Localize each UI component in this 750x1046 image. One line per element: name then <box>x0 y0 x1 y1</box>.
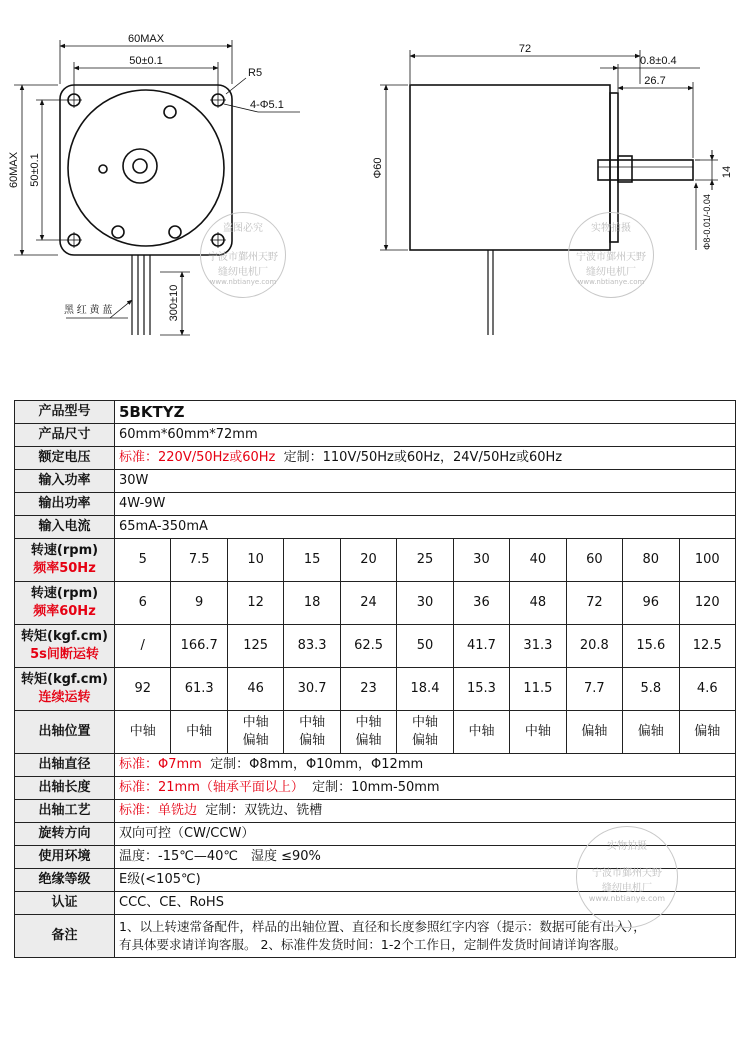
table-cell: 50 <box>397 625 453 668</box>
table-cell: 83.3 <box>284 625 340 668</box>
table-cell: 100 <box>679 539 735 582</box>
env-value: 温度：-15℃—40℃ 湿度 ≤90% <box>115 846 736 869</box>
row-shaft-diameter <box>15 754 736 777</box>
dim-flat: 14 <box>721 165 733 179</box>
row-shaft-process <box>15 800 736 823</box>
dim-shaft-dia: Φ8-0.01/-0.04 <box>702 194 712 250</box>
technical-drawing <box>0 0 750 385</box>
table-cell: 62.5 <box>340 625 396 668</box>
table-cell: 20.8 <box>566 625 622 668</box>
row-model <box>15 401 736 424</box>
speed60-label: 转速(rpm) 频率60Hz <box>15 582 115 625</box>
table-cell: 偏轴 <box>679 711 735 754</box>
table-cell: 中轴 偏轴 <box>284 711 340 754</box>
table-cell: 120 <box>679 582 735 625</box>
table-cell: 中轴 偏轴 <box>340 711 396 754</box>
table-cell: 96 <box>623 582 679 625</box>
table-cell: 30 <box>397 582 453 625</box>
screw-head-left <box>112 226 124 238</box>
row-environment <box>15 846 736 869</box>
shaft-proc-label: 出轴工艺 <box>15 800 115 823</box>
table-cell: 5.8 <box>623 668 679 711</box>
speed50-label: 转速(rpm) 频率50Hz <box>15 539 115 582</box>
table-cell: 20 <box>340 539 396 582</box>
side-view <box>410 85 693 335</box>
size-value: 60mm*60mm*72mm <box>115 424 736 447</box>
table-cell: 中轴 <box>171 711 227 754</box>
small-pin <box>99 165 107 173</box>
table-cell: 5 <box>115 539 171 582</box>
rotation-value: 双向可控（CW/CCW） <box>115 823 736 846</box>
output-power-label: 输出功率 <box>15 493 115 516</box>
shaft-pos-label: 出轴位置 <box>15 711 115 754</box>
torque-int-label: 转矩(kgf.cm) 5s间断运转 <box>15 625 115 668</box>
shaft-end <box>133 159 147 173</box>
note-label: 备注 <box>15 915 115 958</box>
table-cell: 偏轴 <box>623 711 679 754</box>
insulation-label: 绝缘等级 <box>15 869 115 892</box>
row-torque-continuous <box>15 668 736 711</box>
torque-cont-label: 转矩(kgf.cm) 连续运转 <box>15 668 115 711</box>
table-cell: 4.6 <box>679 668 735 711</box>
table-cell: 24 <box>340 582 396 625</box>
voltage-label: 额定电压 <box>15 447 115 470</box>
table-cell: 7.5 <box>171 539 227 582</box>
cert-value: CCC、CE、RoHS <box>115 892 736 915</box>
dim-width-hole: 50±0.1 <box>129 55 163 67</box>
table-cell: 30.7 <box>284 668 340 711</box>
table-cell: 60 <box>566 539 622 582</box>
table-cell: 41.7 <box>453 625 509 668</box>
table-cell: 中轴 <box>510 711 566 754</box>
table-cell: 23 <box>340 668 396 711</box>
table-cell: 15.3 <box>453 668 509 711</box>
row-speed-60hz <box>15 582 736 625</box>
row-size <box>15 424 736 447</box>
screw-head-right <box>169 226 181 238</box>
table-cell: 18.4 <box>397 668 453 711</box>
shaft-dia-label: 出轴直径 <box>15 754 115 777</box>
env-label: 使用环境 <box>15 846 115 869</box>
table-cell: 18 <box>284 582 340 625</box>
dim-flange: 0.8±0.4 <box>640 55 677 67</box>
table-cell: 中轴 <box>115 711 171 754</box>
shaft-len-value: 标准：21mm（轴承平面以上） 定制：10mm-50mm <box>115 777 736 800</box>
input-power-value: 30W <box>115 470 736 493</box>
watermark-table: 实物拍摄 宁波市鄞州天野 缝纫电机厂 www.nbtianye.com <box>576 826 678 928</box>
dim-height-max: 60MAX <box>8 151 20 189</box>
table-cell: 9 <box>171 582 227 625</box>
row-torque-intermittent <box>15 625 736 668</box>
table-cell: 46 <box>227 668 283 711</box>
table-cell: 10 <box>227 539 283 582</box>
dim-body-length: 72 <box>518 43 532 55</box>
front-view <box>60 85 232 335</box>
front-dimension-labels <box>8 33 284 321</box>
table-cell: 15 <box>284 539 340 582</box>
table-cell: 7.7 <box>566 668 622 711</box>
model-value: 5BKTYZ <box>115 401 736 424</box>
table-cell: 40 <box>510 539 566 582</box>
rotation-label: 旋转方向 <box>15 823 115 846</box>
table-cell: 11.5 <box>510 668 566 711</box>
table-cell: 125 <box>227 625 283 668</box>
input-current-label: 输入电流 <box>15 516 115 539</box>
table-cell: 12 <box>227 582 283 625</box>
size-label: 产品尺寸 <box>15 424 115 447</box>
output-power-value: 4W-9W <box>115 493 736 516</box>
input-power-label: 输入功率 <box>15 470 115 493</box>
voltage-standard: 标准：220V/50Hz或60Hz <box>119 450 276 465</box>
table-cell: 25 <box>397 539 453 582</box>
table-cell: 30 <box>453 539 509 582</box>
dim-corner-radius: R5 <box>248 67 263 79</box>
dim-width-max: 60MAX <box>127 33 165 45</box>
spec-table <box>14 400 736 958</box>
table-cell: 80 <box>623 539 679 582</box>
dim-holes: 4-Φ5.1 <box>250 99 284 111</box>
screw-head-top <box>164 106 176 118</box>
insulation-value: E级(<105℃) <box>115 869 736 892</box>
dim-height-hole: 50±0.1 <box>29 153 41 187</box>
table-cell: 15.6 <box>623 625 679 668</box>
shaft-len-label: 出轴长度 <box>15 777 115 800</box>
voltage-custom: 定制：110V/50Hz或60Hz，24V/50Hz或60Hz <box>283 450 563 465</box>
watermark-drawing-right: 实物拍摄 宁波市鄞州天野 缝纫电机厂 www.nbtianye.com <box>568 212 654 298</box>
row-notes <box>15 915 736 958</box>
row-voltage <box>15 447 736 470</box>
note-value: 1、以上转速常备配件，样品的出轴位置、直径和长度参照红字内容（提示：数据可能有出入）， 有具体要求请详询客服。 2、标准件发货时间：1-2个工作日，定制件发货时间请详询客服。 <box>115 915 736 958</box>
table-cell: 偏轴 <box>566 711 622 754</box>
row-shaft-length <box>15 777 736 800</box>
row-shaft-position <box>15 711 736 754</box>
dim-diameter: Φ60 <box>372 157 384 179</box>
table-cell: 166.7 <box>171 625 227 668</box>
table-cell: 92 <box>115 668 171 711</box>
row-speed-50hz <box>15 539 736 582</box>
side-dimensions <box>380 50 718 250</box>
shaft-proc-value: 标准：单铣边 定制：双铣边、铣槽 <box>115 800 736 823</box>
table-cell: / <box>115 625 171 668</box>
motor-body-side <box>410 85 610 250</box>
table-cell: 中轴 <box>453 711 509 754</box>
shaft-boss <box>123 149 157 183</box>
row-insulation <box>15 869 736 892</box>
side-dimension-labels <box>372 43 733 250</box>
row-input-current <box>15 516 736 539</box>
table-cell: 6 <box>115 582 171 625</box>
table-cell: 31.3 <box>510 625 566 668</box>
voltage-value <box>115 447 736 470</box>
table-cell: 中轴 偏轴 <box>397 711 453 754</box>
shaft-side <box>598 160 693 180</box>
table-cell: 12.5 <box>679 625 735 668</box>
table-cell: 中轴 偏轴 <box>227 711 283 754</box>
cert-label: 认证 <box>15 892 115 915</box>
table-cell: 61.3 <box>171 668 227 711</box>
row-output-power <box>15 493 736 516</box>
flange-side <box>610 93 618 242</box>
table-cell: 72 <box>566 582 622 625</box>
row-certification <box>15 892 736 915</box>
input-current-value: 65mA-350mA <box>115 516 736 539</box>
row-rotation <box>15 823 736 846</box>
watermark-drawing-left: 盗图必究 宁波市鄞州天野 缝纫电机厂 www.nbtianye.com <box>200 212 286 298</box>
model-label: 产品型号 <box>15 401 115 424</box>
dim-shaft-length: 26.7 <box>644 75 666 87</box>
shaft-dia-value: 标准：Φ7mm 定制：Φ8mm，Φ10mm，Φ12mm <box>115 754 736 777</box>
dim-lead-length: 300±10 <box>168 284 180 322</box>
wire-colors: 黑 红 黄 蓝 <box>64 305 113 316</box>
table-cell: 36 <box>453 582 509 625</box>
table-cell: 48 <box>510 582 566 625</box>
row-input-power <box>15 470 736 493</box>
